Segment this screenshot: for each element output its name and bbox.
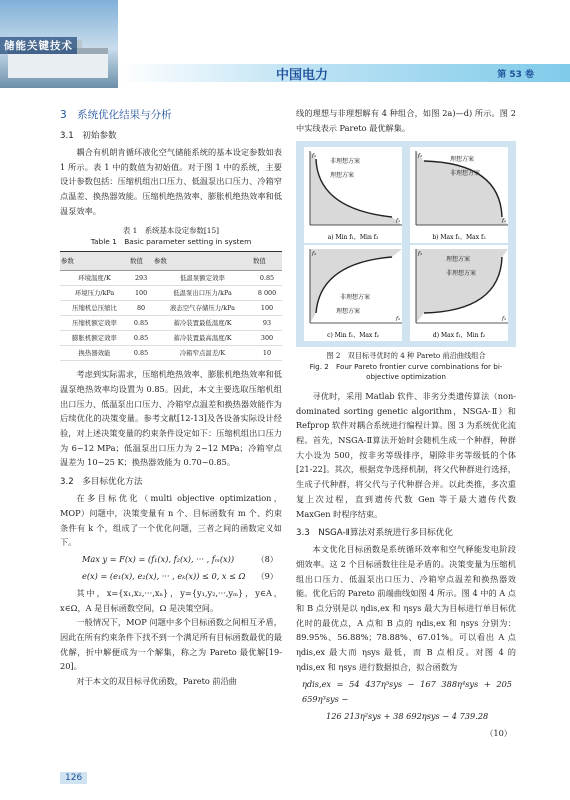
paragraph: 一般情况下，MOP 问题中多个目标函数之间相互矛盾，因此在所有约束条件下找不到一个满足所有目标函数最优的最优解，折中解便成为一个解集，称之为 Pareto 最优解[19-20]。 — [60, 617, 282, 672]
table-cell: 100 — [129, 286, 153, 301]
equation-number: （8） — [256, 553, 278, 564]
table-row — [60, 331, 282, 346]
pareto-subplot — [410, 147, 508, 243]
y-axis-label: f₂ — [418, 153, 423, 160]
table-cell: 蓄冷装置最高温度/K — [153, 331, 252, 346]
equation-8 — [60, 552, 282, 567]
y-axis-label: f₂ — [312, 153, 317, 160]
table-header-cell: 参数 — [60, 251, 129, 271]
table-cell: 环境压力/kPa — [60, 286, 129, 301]
paragraph: 耦合有机朗肯循环液化空气储能系统的基本设定参数如表 1 所示。表 1 中的数值为初始值。对于图 1 中的系统，主要设计参数包括：压缩机组出口压力、低温泵出口压力、冷箱窄点温差、换热器效能。压缩机绝热效率、膨胀机绝热效率和低温泵效率。 — [60, 147, 282, 216]
table-header-cell: 数值 — [252, 251, 282, 271]
nonideal-label: 非理想方案 — [450, 170, 481, 178]
paragraph: 考虑到实际需求，压缩机绝热效率、膨胀机绝热效率和低温泵绝热效率均设置为 0.85。因此，本文主要选取压缩机组出口压力、低温泵出口压力、冷箱窄点温差和换热器效能作为后续优化的决策变量。参考文献[12-13]及各设备实际设计经验，对上述决策变量的约束条件设定如下：压缩机组出口压力为 6~12 MPa；低温泵出口压力为 2~12 MPa；冷箱窄点温差为 10~25 K；换热器效能为 0.70~0.85。 — [60, 369, 282, 468]
nonideal-label: 非理想方案 — [446, 270, 477, 278]
parameter-table — [60, 251, 282, 362]
paragraph: 本文优化目标函数是系统循环效率和空气释能发电阶段㶲效率。这 2 个目标函数往往是矛盾的。决策变量为压缩机组出口压力、低温泵出口压力、冷箱窄点温差和换热器效能。优化后的 Pareto 前端曲线如图 4 所示。图 4 中的 A 点和 B 点分别是以 ηdis,ex 和 ηsys 最大为目标进行单目标优化时的最优点，A 点和 B 点的 ηdis,ex 和 ηsys 分别为：89.95%、56.88%；78.88%、67.01%。可以看出 A 点 ηdis,ex 最大而 ηsys 最低，而 B 点相反。对图 4 的 ηdis,ex 和 ηsys 进行数据拟合，拟合函数为 — [296, 544, 516, 672]
table-caption — [60, 225, 282, 247]
table-caption-en: Table 1 Basic parameter setting in system — [90, 236, 252, 246]
section-tag: 储能关键技术 — [0, 37, 77, 54]
nonideal-label: 理想方案 — [336, 308, 361, 316]
subsection-heading-3-3: 3.3 NSGA-Ⅱ算法对系统进行多目标优化 — [296, 528, 453, 539]
figure-2 — [296, 141, 516, 347]
left-column — [60, 106, 282, 689]
y-axis-label: f₂ — [312, 251, 317, 258]
subsection-heading-3-2: 3.2 多目标优化方法 — [60, 477, 143, 488]
table-caption-cn: 表 1 系统基本设定参数[15] — [122, 225, 220, 235]
table-cell: 300 — [252, 331, 282, 346]
subplot-label: b) Max f₁，Max f₂ — [432, 234, 486, 242]
figure-caption-cn: 图 2 双目标寻优时的 4 种 Pareto 前沿曲线组合 — [326, 351, 486, 361]
x-axis-label: f₁ — [396, 218, 401, 225]
table-cell: 压缩机额定效率 — [60, 316, 129, 331]
table-cell: 0.85 — [129, 316, 153, 331]
ideal-label: 理想方案 — [450, 156, 475, 164]
equation-body: 126 213η²sys + 38 692ηsys − 4 739.28 — [326, 710, 489, 721]
table-header-cell: 参数 — [153, 251, 252, 271]
table-cell: 换热器效能 — [60, 346, 129, 361]
header-banner-image — [0, 0, 118, 88]
table-cell: 环境温度/K — [60, 271, 129, 286]
table-header-row — [60, 251, 282, 271]
table-cell: 8 000 — [252, 286, 282, 301]
volume-number: 第 53 卷 — [497, 70, 534, 80]
table-cell: 低温泵额定效率 — [153, 271, 252, 286]
table-cell: 蓄冷装置最低温度/K — [153, 316, 252, 331]
page-header — [0, 0, 570, 88]
page-number: 126 — [60, 772, 87, 784]
table-cell: 93 — [252, 316, 282, 331]
table-cell: 100 — [252, 301, 282, 316]
table-cell: 80 — [129, 301, 153, 316]
table-cell: 0.85 — [129, 346, 153, 361]
journal-title: 中国电力 — [276, 68, 329, 83]
equation-10-line1 — [296, 677, 516, 707]
equation-body: e(x) = (e₁(x), e₂(x), ··· , eₖ(x)) ≤ 0, x ≤ Ω — [82, 570, 246, 581]
pareto-subplot — [304, 245, 402, 341]
subplot-label: c) Min f₁，Max f₂ — [327, 332, 379, 340]
x-axis-label: f₁ — [396, 316, 401, 323]
right-column — [296, 106, 516, 743]
subsection-heading-3-1: 3.1 初始参数 — [60, 131, 117, 141]
equation-body: Max y = F(x) = (f₁(x), f₂(x), ··· , fₘ(x)) — [82, 553, 235, 564]
ideal-label: 非理想方案 — [330, 158, 361, 166]
pareto-subplot — [410, 245, 508, 341]
equation-10-line2 — [296, 709, 516, 724]
table-cell: 膨胀机额定效率 — [60, 331, 129, 346]
equation-body: ηdis,ex = 54 437η⁵sys − 167 388η⁴sys + 205 659η³sys − — [302, 678, 512, 704]
table-row — [60, 271, 282, 286]
equation-number: （10） — [485, 727, 512, 738]
paragraph: 其中，x={x₁,x₂,···,xₙ}，y={y₁,y₂,···,yₘ}，y∈A，x∈Ω，A 是目标函数空间，Ω 是决策空间。 — [60, 587, 282, 613]
ideal-label: 理想方案 — [446, 256, 471, 264]
table-cell: 10 — [252, 346, 282, 361]
equation-10-number-row — [296, 726, 516, 741]
equation-9 — [60, 569, 282, 584]
paragraph: 对于本文的双目标寻优函数，Pareto 前沿曲 — [76, 676, 237, 687]
table-header-cell: 数值 — [129, 251, 153, 271]
paragraph: 寻优时，采用 Matlab 软件、非劣分类遗传算法（non-dominated sorting genetic algorithm，NSGA-Ⅱ）和 Refprop 软件对耦合系统进行编程计算。图 3 为系统优化流程。首先，NSGA-Ⅱ算法开始时会随机生成一个种群，种群大小设为 500，按非劣等级排序，剔除非劣等级低的个体[21-22]。其次，根据竞争选择机制，将父代种群进行选择，生成子代种群，将父代与子代种群合并。以此类推，多次重复上次过程，直到遗传代数 Gen 等于最大遗传代数 MaxGen 时程序结束。 — [296, 390, 516, 519]
paragraph: 在多目标优化（multi objective optimization，MOP）问题中，决策变量有 n 个、目标函数有 m 个、约束条件有 k 个，组成了一个优化问题，三者之间的函数定义如下。 — [60, 493, 282, 548]
x-axis-label: f₁ — [502, 316, 507, 323]
table-row — [60, 316, 282, 331]
subplot-label: d) Max f₁，Min f₂ — [432, 332, 486, 340]
table-cell: 低温泵出口压力/kPa — [153, 286, 252, 301]
nonideal-label: 理想方案 — [330, 172, 355, 180]
table-cell: 压缩机总压缩比 — [60, 301, 129, 316]
pareto-subplot — [304, 147, 402, 243]
figure-caption — [296, 351, 516, 383]
table-cell: 0.85 — [252, 271, 282, 286]
table-row — [60, 286, 282, 301]
table-cell: 293 — [129, 271, 153, 286]
x-axis-label: f₁ — [502, 218, 507, 225]
y-axis-label: f₂ — [418, 251, 423, 258]
paragraph: 线的理想与非理想解有 4 种组合，如图 2a)—d) 所示。图 2 中实线表示 Pareto 最优解集。 — [296, 108, 516, 133]
equation-number: （9） — [256, 570, 278, 581]
table-cell: 冷箱窄点温差/K — [153, 346, 252, 361]
pareto-figure-svg — [296, 141, 516, 347]
subplot-label: a) Min f₁，Min f₂ — [327, 234, 379, 242]
figure-caption-en: Fig. 2 Four Pareto frontier curve combinations for bi-objective optimization — [309, 361, 503, 382]
table-cell: 液态空气存储压力/kPa — [153, 301, 252, 316]
ideal-label: 非理想方案 — [340, 294, 371, 302]
section-heading: 3 系统优化结果与分析 — [60, 109, 172, 121]
table-cell: 0.85 — [129, 331, 153, 346]
table-row — [60, 301, 282, 316]
table-row — [60, 346, 282, 361]
